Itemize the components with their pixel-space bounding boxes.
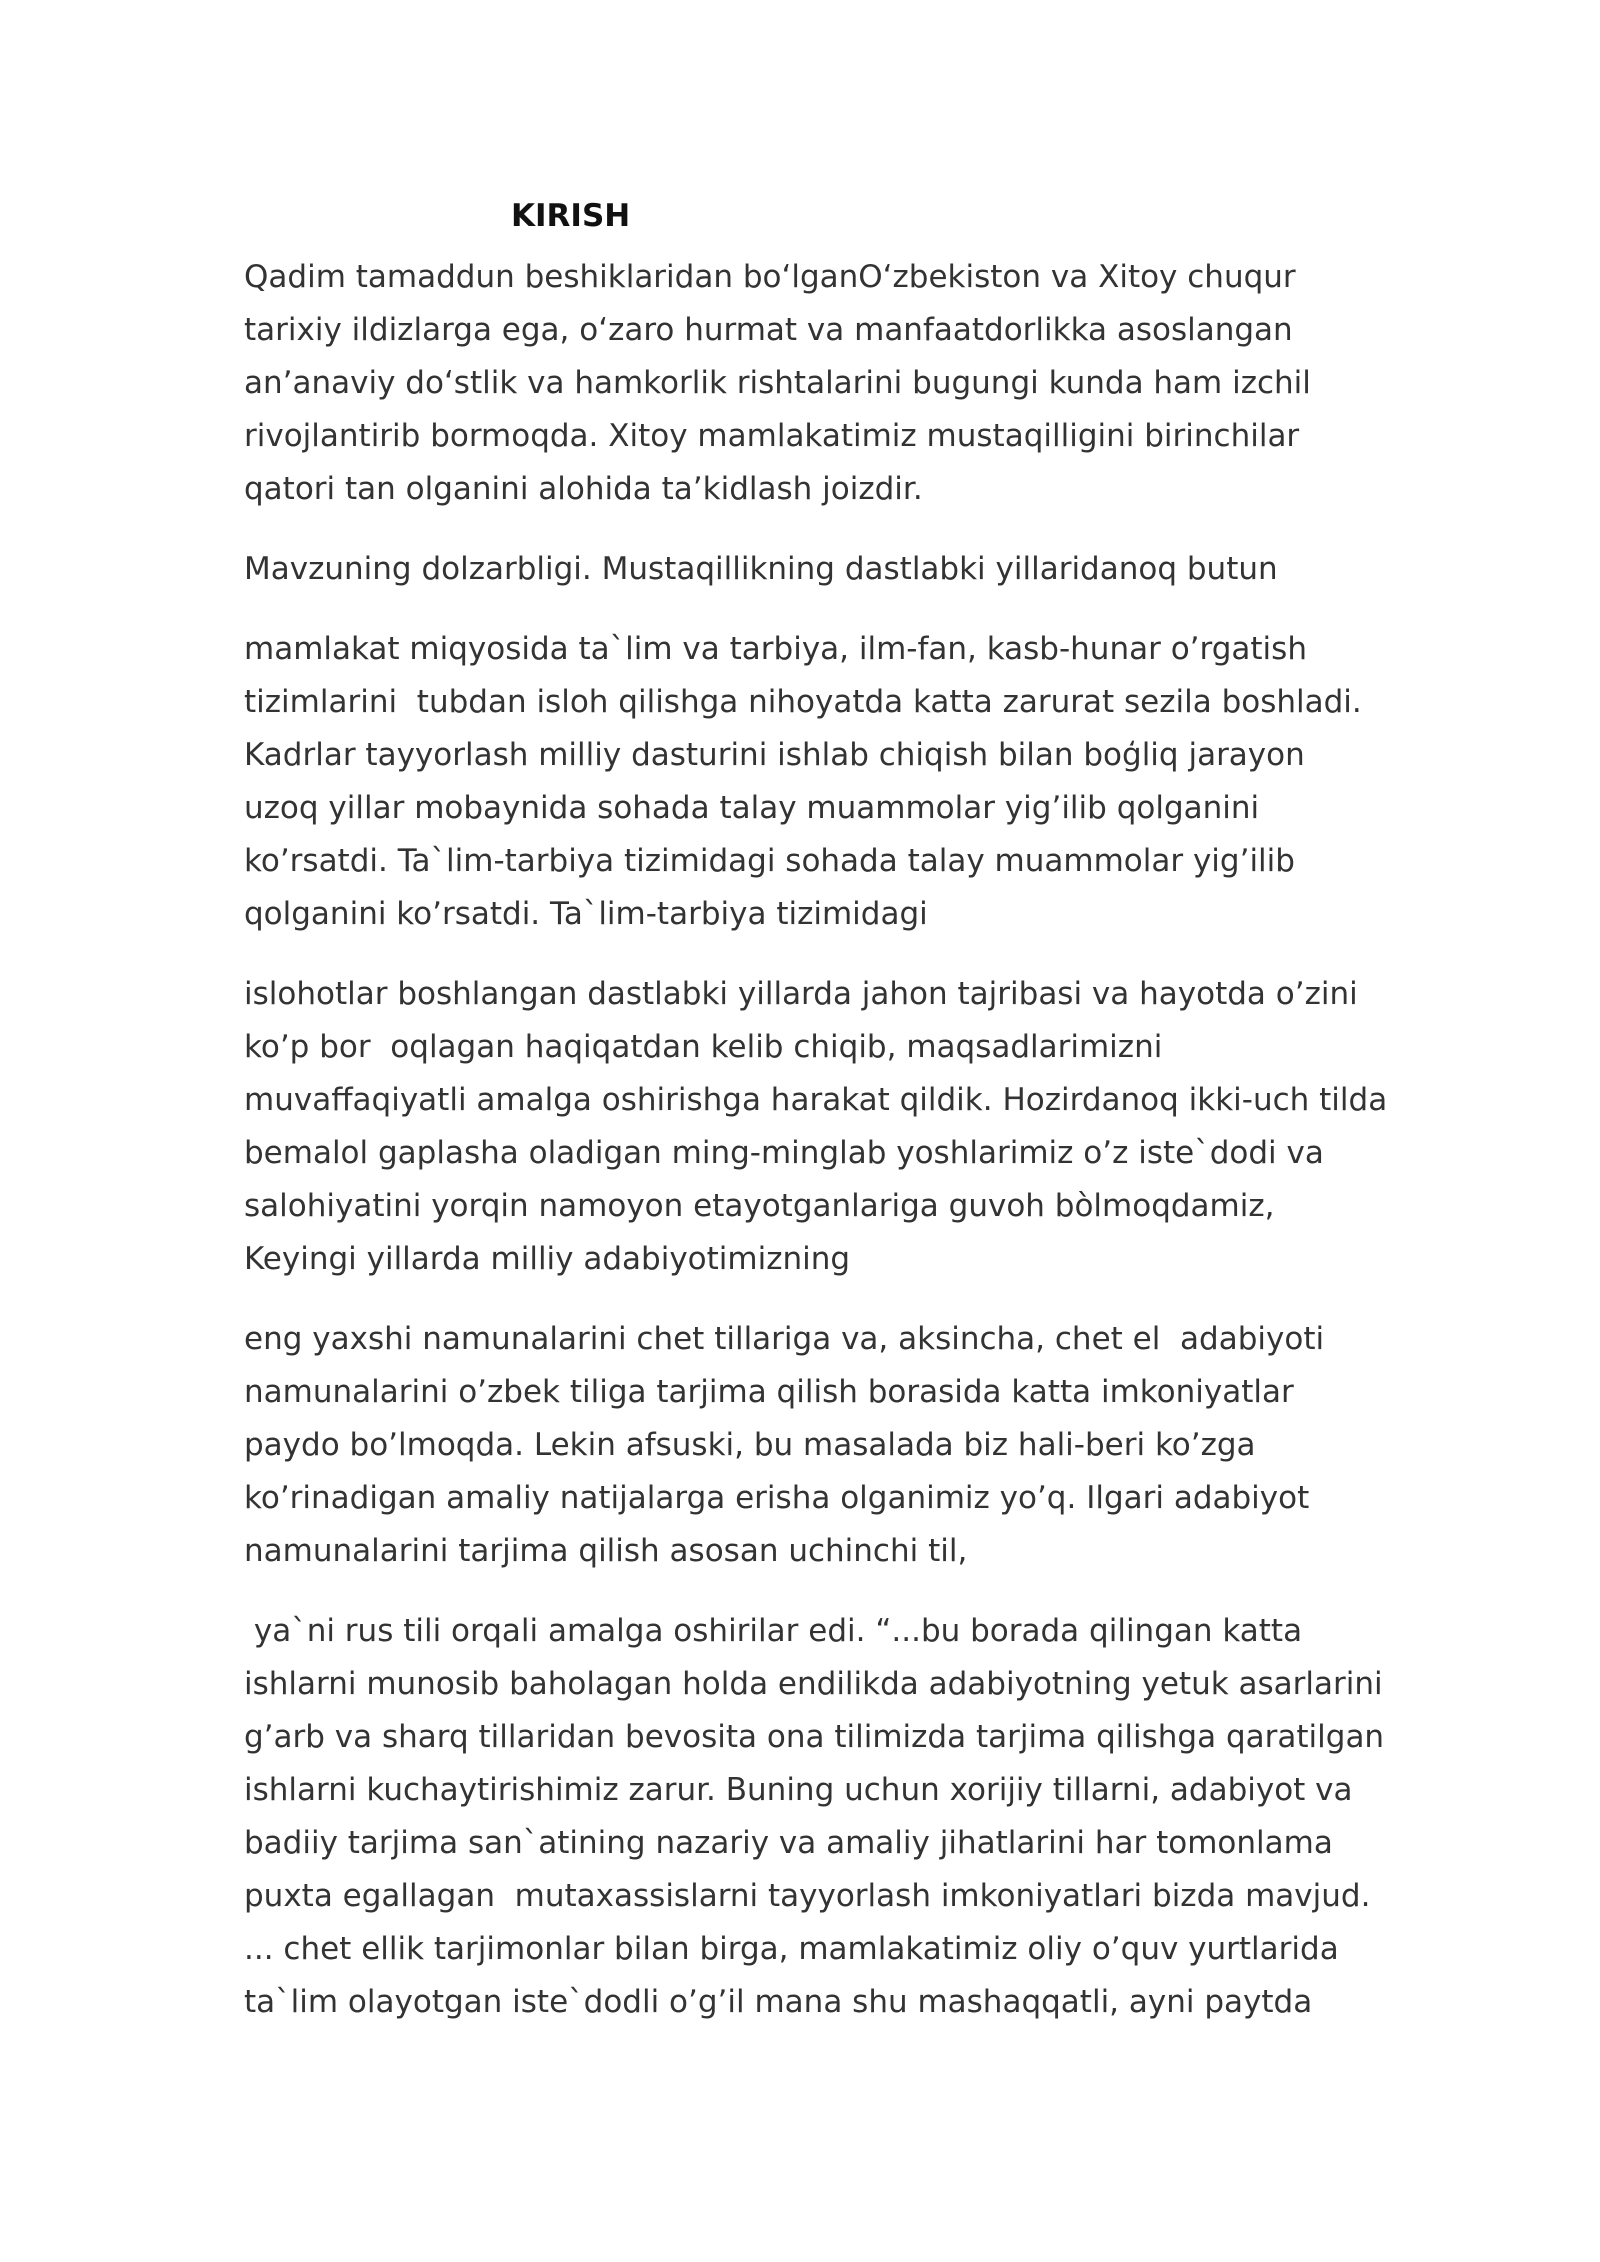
text-line: qolganini ko’rsatdi. Ta`lim-tarbiya tizimidagi [244,896,928,932]
text-line: Kadrlar tayyorlash milliy dasturini ishlab chiqish bilan boģliq jarayon [244,737,1305,773]
text-line: ishlarni munosib baholagan holda endilikda adabiyotning yetuk asarlarini [244,1666,1383,1702]
text-line: an’anaviy do‘stlik va hamkorlik rishtalarini bugungi kunda ham izchil [244,365,1311,401]
paragraph [244,1605,1384,2029]
text-line: eng yaxshi namunalarini chet tillariga va, aksincha, chet el adabiyoti [244,1321,1325,1357]
paragraph-list [244,251,1388,2029]
text-line: muvaffaqiyatli amalga oshirishga harakat qildik. Hozirdanoq ikki-uch tilda [244,1082,1388,1118]
text-line: ko’rsatdi. Ta`lim-tarbiya tizimidagi sohada talay muammolar yig’ilib [244,843,1295,879]
text-line: Keyingi yillarda milliy adabiyotimizning [244,1241,851,1277]
text-line: badiiy tarjima san`atining nazariy va amaliy jihatlarini har tomonlama [244,1825,1333,1861]
text-line: tizimlarini tubdan isloh qilishga nihoyatda katta zarurat sezila boshladi. [244,684,1362,720]
text-line: g’arb va sharq tillaridan bevosita ona tilimizda tarjima qilishga qaratilgan [244,1719,1385,1755]
text-line: namunalarini tarjima qilish asosan uchinchi til, [244,1533,968,1569]
paragraph [244,623,1384,941]
text-line: tarixiy ildizlarga ega, o‘zaro hurmat va manfaatdorlikka asoslangan [244,312,1293,348]
text-line: ta`lim olayotgan iste`dodli o’g’il mana shu mashaqqatli, ayni paytda [244,1984,1313,2020]
text-line: ko’rinadigan amaliy natijalarga erisha olganimiz yo’q. Ilgari adabiyot [244,1480,1310,1516]
text-line: ... chet ellik tarjimonlar bilan birga, mamlakatimiz oliy o’quv yurtlarida [244,1931,1339,1967]
text-line: ko’p bor oqlagan haqiqatdan kelib chiqib, maqsadlarimizni [244,1029,1163,1065]
document-body [244,190,1388,2056]
paragraph [244,543,1384,596]
text-line: namunalarini o’zbek tiliga tarjima qilish borasida katta imkoniyatlar [244,1374,1294,1410]
text-line: mamlakat miqyosida ta`lim va tarbiya, ilm-fan, kasb-hunar o’rgatish [244,631,1307,667]
text-line: uzoq yillar mobaynida sohada talay muammolar yig’ilib qolganini [244,790,1260,826]
text-line: qatori tan olganini alohida ta’kidlash joizdir. [244,471,923,507]
text-line: bemalol gaplasha oladigan ming-minglab yoshlarimiz o’z iste`dodi va [244,1135,1324,1171]
paragraph [244,968,1388,1286]
text-line: Mavzuning dolzarbligi. Mustaqillikning dastlabki yillaridanoq butun [244,551,1278,587]
text-line: ishlarni kuchaytirishimiz zarur. Buning uchun xorijiy tillarni, adabiyot va [244,1772,1353,1808]
text-line: islohotlar boshlangan dastlabki yillarda jahon tajribasi va hayotda o’zini [244,976,1358,1012]
text-line: Qadim tamaddun beshiklaridan bo‘lganO‘zbekiston va Xitoy chuqur [244,259,1296,295]
text-line: paydo bo’lmoqda. Lekin afsuski, bu masalada biz hali-beri ko’zga [244,1427,1256,1463]
text-line: salohiyatini yorqin namoyon etayotganlariga guvoh bòlmoqdamiz, [244,1188,1275,1224]
text-line: puxta egallagan mutaxassislarni tayyorlash imkoniyatlari bizda mavjud. [244,1878,1371,1914]
text-line: rivojlantirib bormoqda. Xitoy mamlakatimiz mustaqilligini birinchilar [244,418,1300,454]
paragraph [244,1313,1384,1578]
text-line: ya`ni rus tili orqali amalga oshirilar edi. “...bu borada qilingan katta [244,1613,1303,1649]
document-title: KIRISH [511,198,631,234]
paragraph [244,251,1384,516]
